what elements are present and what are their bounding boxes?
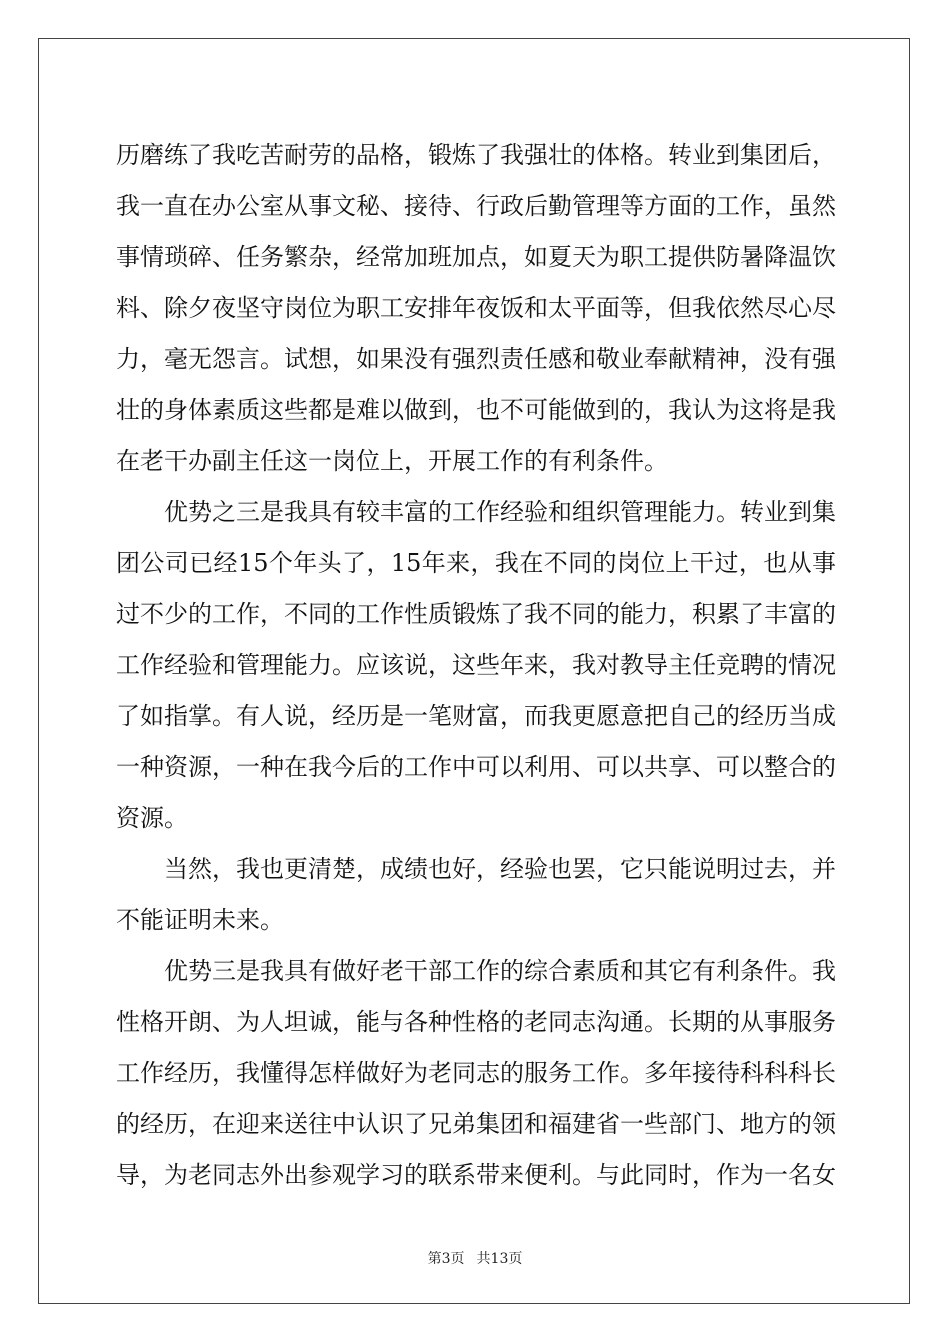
text-line: 资源。 xyxy=(116,804,188,832)
text-line: 事情琐碎、任务繁杂，经常加班加点，如夏天为职工提供防暑降温饮 xyxy=(116,243,836,271)
text-line: 我一直在办公室从事文秘、接待、行政后勤管理等方面的工作，虽然 xyxy=(116,192,836,220)
total-pages: 共13页 xyxy=(476,1251,523,1267)
text-line: 工作经验和管理能力。应该说，这些年来，我对教导主任竞聘的情况 xyxy=(116,651,836,679)
text-line: 一种资源，一种在我今后的工作中可以利用、可以共享、可以整合的 xyxy=(116,753,836,781)
text-line: 不能证明未来。 xyxy=(116,906,284,934)
text-line: 历磨练了我吃苦耐劳的品格，锻炼了我强壮的体格。转业到集团后， xyxy=(116,141,836,169)
text-line: 导，为老同志外出参观学习的联系带来便利。与此同时，作为一名女 xyxy=(116,1161,836,1189)
text-line: 在老干办副主任这一岗位上，开展工作的有利条件。 xyxy=(116,447,668,475)
text-line: 的经历，在迎来送往中认识了兄弟集团和福建省一些部门、地方的领 xyxy=(116,1110,836,1138)
text-line: 了如指掌。有人说，经历是一笔财富，而我更愿意把自己的经历当成 xyxy=(116,702,836,730)
text-line: 工作经历，我懂得怎样做好为老同志的服务工作。多年接待科科科长 xyxy=(116,1059,836,1087)
text-line: 当然，我也更清楚，成绩也好，经验也罢，它只能说明过去，并 xyxy=(164,855,836,883)
page-number: 第3页 xyxy=(427,1251,465,1267)
page-footer xyxy=(0,1248,950,1268)
text-line: 料、除夕夜坚守岗位为职工安排年夜饭和太平面等，但我依然尽心尽 xyxy=(116,294,836,322)
text-line: 力，毫无怨言。试想，如果没有强烈责任感和敬业奉献精神，没有强 xyxy=(116,345,836,373)
text-line: 壮的身体素质这些都是难以做到，也不可能做到的，我认为这将是我 xyxy=(116,396,836,424)
text-line: 优势之三是我具有较丰富的工作经验和组织管理能力。转业到集 xyxy=(164,498,836,526)
text-line: 过不少的工作，不同的工作性质锻炼了我不同的能力，积累了丰富的 xyxy=(116,600,836,628)
text-line: 团公司已经15个年头了，15年来，我在不同的岗位上干过，也从事 xyxy=(116,549,836,577)
text-line: 性格开朗、为人坦诚，能与各种性格的老同志沟通。长期的从事服务 xyxy=(116,1008,836,1036)
document-body xyxy=(116,130,836,1201)
text-line: 优势三是我具有做好老干部工作的综合素质和其它有利条件。我 xyxy=(164,957,836,985)
